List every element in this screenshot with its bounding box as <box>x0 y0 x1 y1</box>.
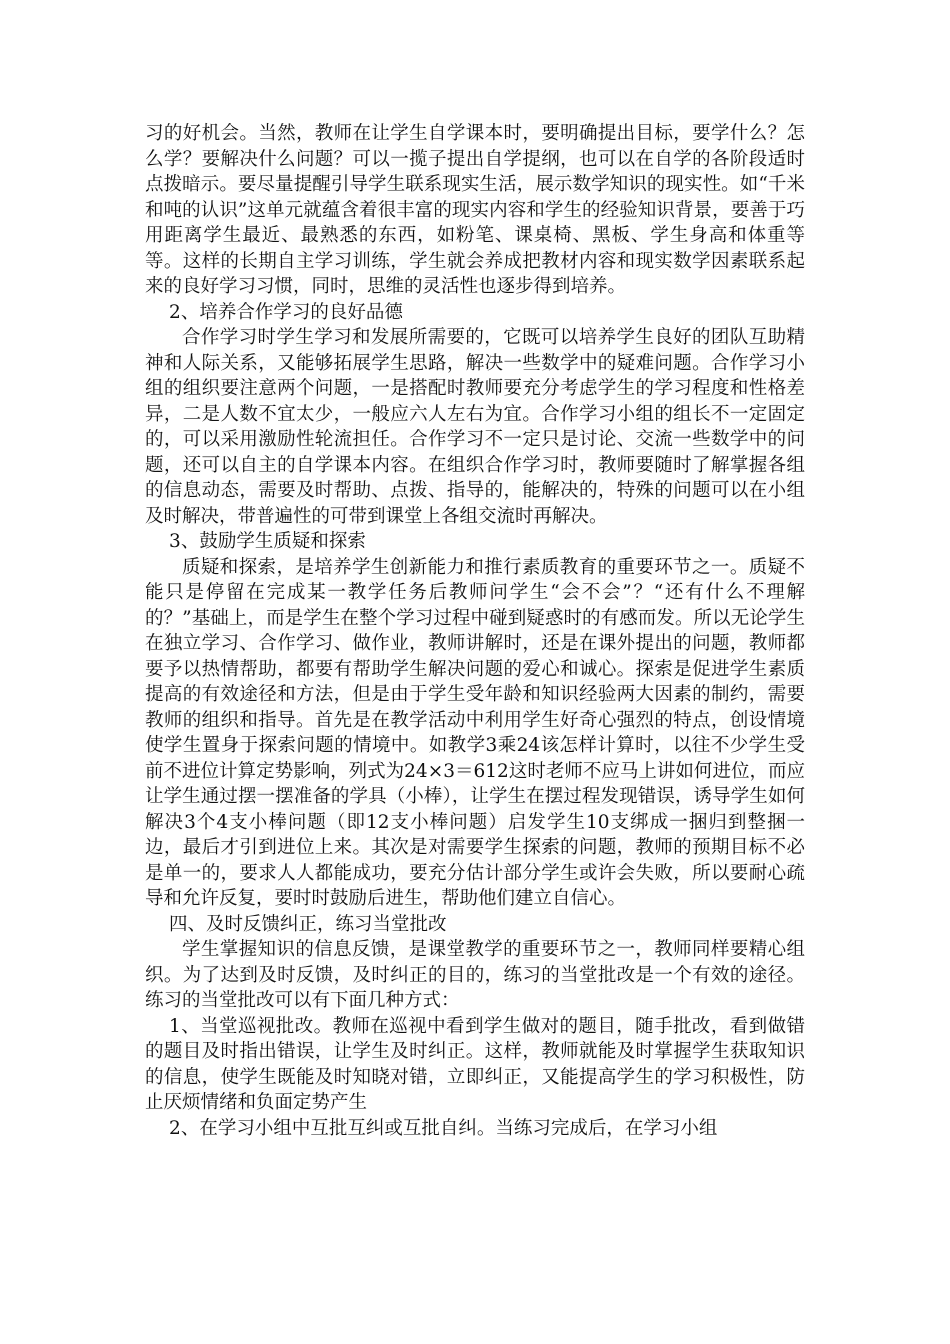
body-paragraph: 学生掌握知识的信息反馈，是课堂教学的重要环节之一，教师同样要精心组织。为了达到及时反馈，及时纠正的目的，练习的当堂批改是一个有效的途径。练习的当堂批改可以有下面几种方式： <box>145 939 805 1011</box>
body-paragraph: 质疑和探索，是培养学生创新能力和推行素质教育的重要环节之一。质疑不能只是停留在完成某一教学任务后教师问学生“会不会”？“还有什么不理解的？”基础上，而是学生在整个学习过程中碰到疑惑时的有感而发。所以无论学生在独立学习、合作学习、做作业，教师讲解时，还是在课外提出的问题，教师都要予以热情帮助，都要有帮助学生解决问题的爱心和诚心。探索是促进学生素质提高的有效途径和方法，但是由于学生受年龄和知识经验两大因素的制约，需要教师的组织和指导。首先是在教学活动中利用学生好奇心强烈的特点，创设情境使学生置身于探索问题的情境中。如教学3乘24该怎样计算时，以往不少学生受前不进位计算定势影响，列式为24×3＝612这时老师不应马上讲如何进位，而应让学生通过摆一摆准备的学具（小棒），让学生在摆过程发现错误，诱导学生如何解决3个4支小棒问题（即12支小棒问题）启发学生10支绑成一捆归到整捆一边，最后才引到进位上来。其次是对需要学生探索的问题，教师的预期目标不必是单一的，要求人人都能成功，要充分估计部分学生或许会失败，所以要耐心疏导和允许反复，要时时鼓励后进生，帮助他们建立自信心。 <box>145 556 805 909</box>
document-page <box>145 121 805 1141</box>
section-heading: 3、鼓励学生质疑和探索 <box>169 531 366 552</box>
body-paragraph: 习的好机会。当然，教师在让学生自学课本时，要明确提出目标，要学什么？怎么学？要解决什么问题？可以一揽子提出自学提纲，也可以在自学的各阶段适时点拨暗示。要尽量提醒引导学生联系现实生活，展示数学知识的现实性。如“千米和吨的认识”这单元就蕴含着很丰富的现实内容和学生的经验知识背景，要善于巧用距离学生最近、最熟悉的东西，如粉笔、课桌椅、黑板、学生身高和体重等等。这样的长期自主学习训练，学生就会养成把教材内容和现实数学因素联系起来的良好学习习惯，同时，思维的灵活性也逐步得到培养。 <box>145 123 805 297</box>
list-item-paragraph: 1、当堂巡视批改。教师在巡视中看到学生做对的题目，随手批改，看到做错的题目及时指出错误，让学生及时纠正。这样，教师就能及时掌握学生获取知识的信息，使学生既能及时知晓对错，立即纠正，又能提高学生的学习积极性，防止厌烦情绪和负面定势产生 <box>145 1015 805 1113</box>
body-paragraph: 合作学习时学生学习和发展所需要的，它既可以培养学生良好的团队互助精神和人际关系，又能够拓展学生思路，解决一些数学中的疑难问题。合作学习小组的组织要注意两个问题，一是搭配时教师要充分考虑学生的学习程度和性格差异，二是人数不宜太少，一般应六人左右为宜。合作学习小组的组长不一定固定的，可以采用激励性轮流担任。合作学习不一定只是讨论、交流一些数学中的问题，还可以自主的自学课本内容。在组织合作学习时，教师要随时了解掌握各组的信息动态，需要及时帮助、点拨、指导的，能解决的，特殊的问题可以在小组及时解决，带普遍性的可带到课堂上各组交流时再解决。 <box>145 327 805 527</box>
section-heading: 2、培养合作学习的良好品德 <box>169 301 403 323</box>
list-item-paragraph: 2、在学习小组中互批互纠或互批自纠。当练习完成后，在学习小组 <box>169 1117 718 1139</box>
section-heading: 四、及时反馈纠正，练习当堂批改 <box>169 913 447 935</box>
